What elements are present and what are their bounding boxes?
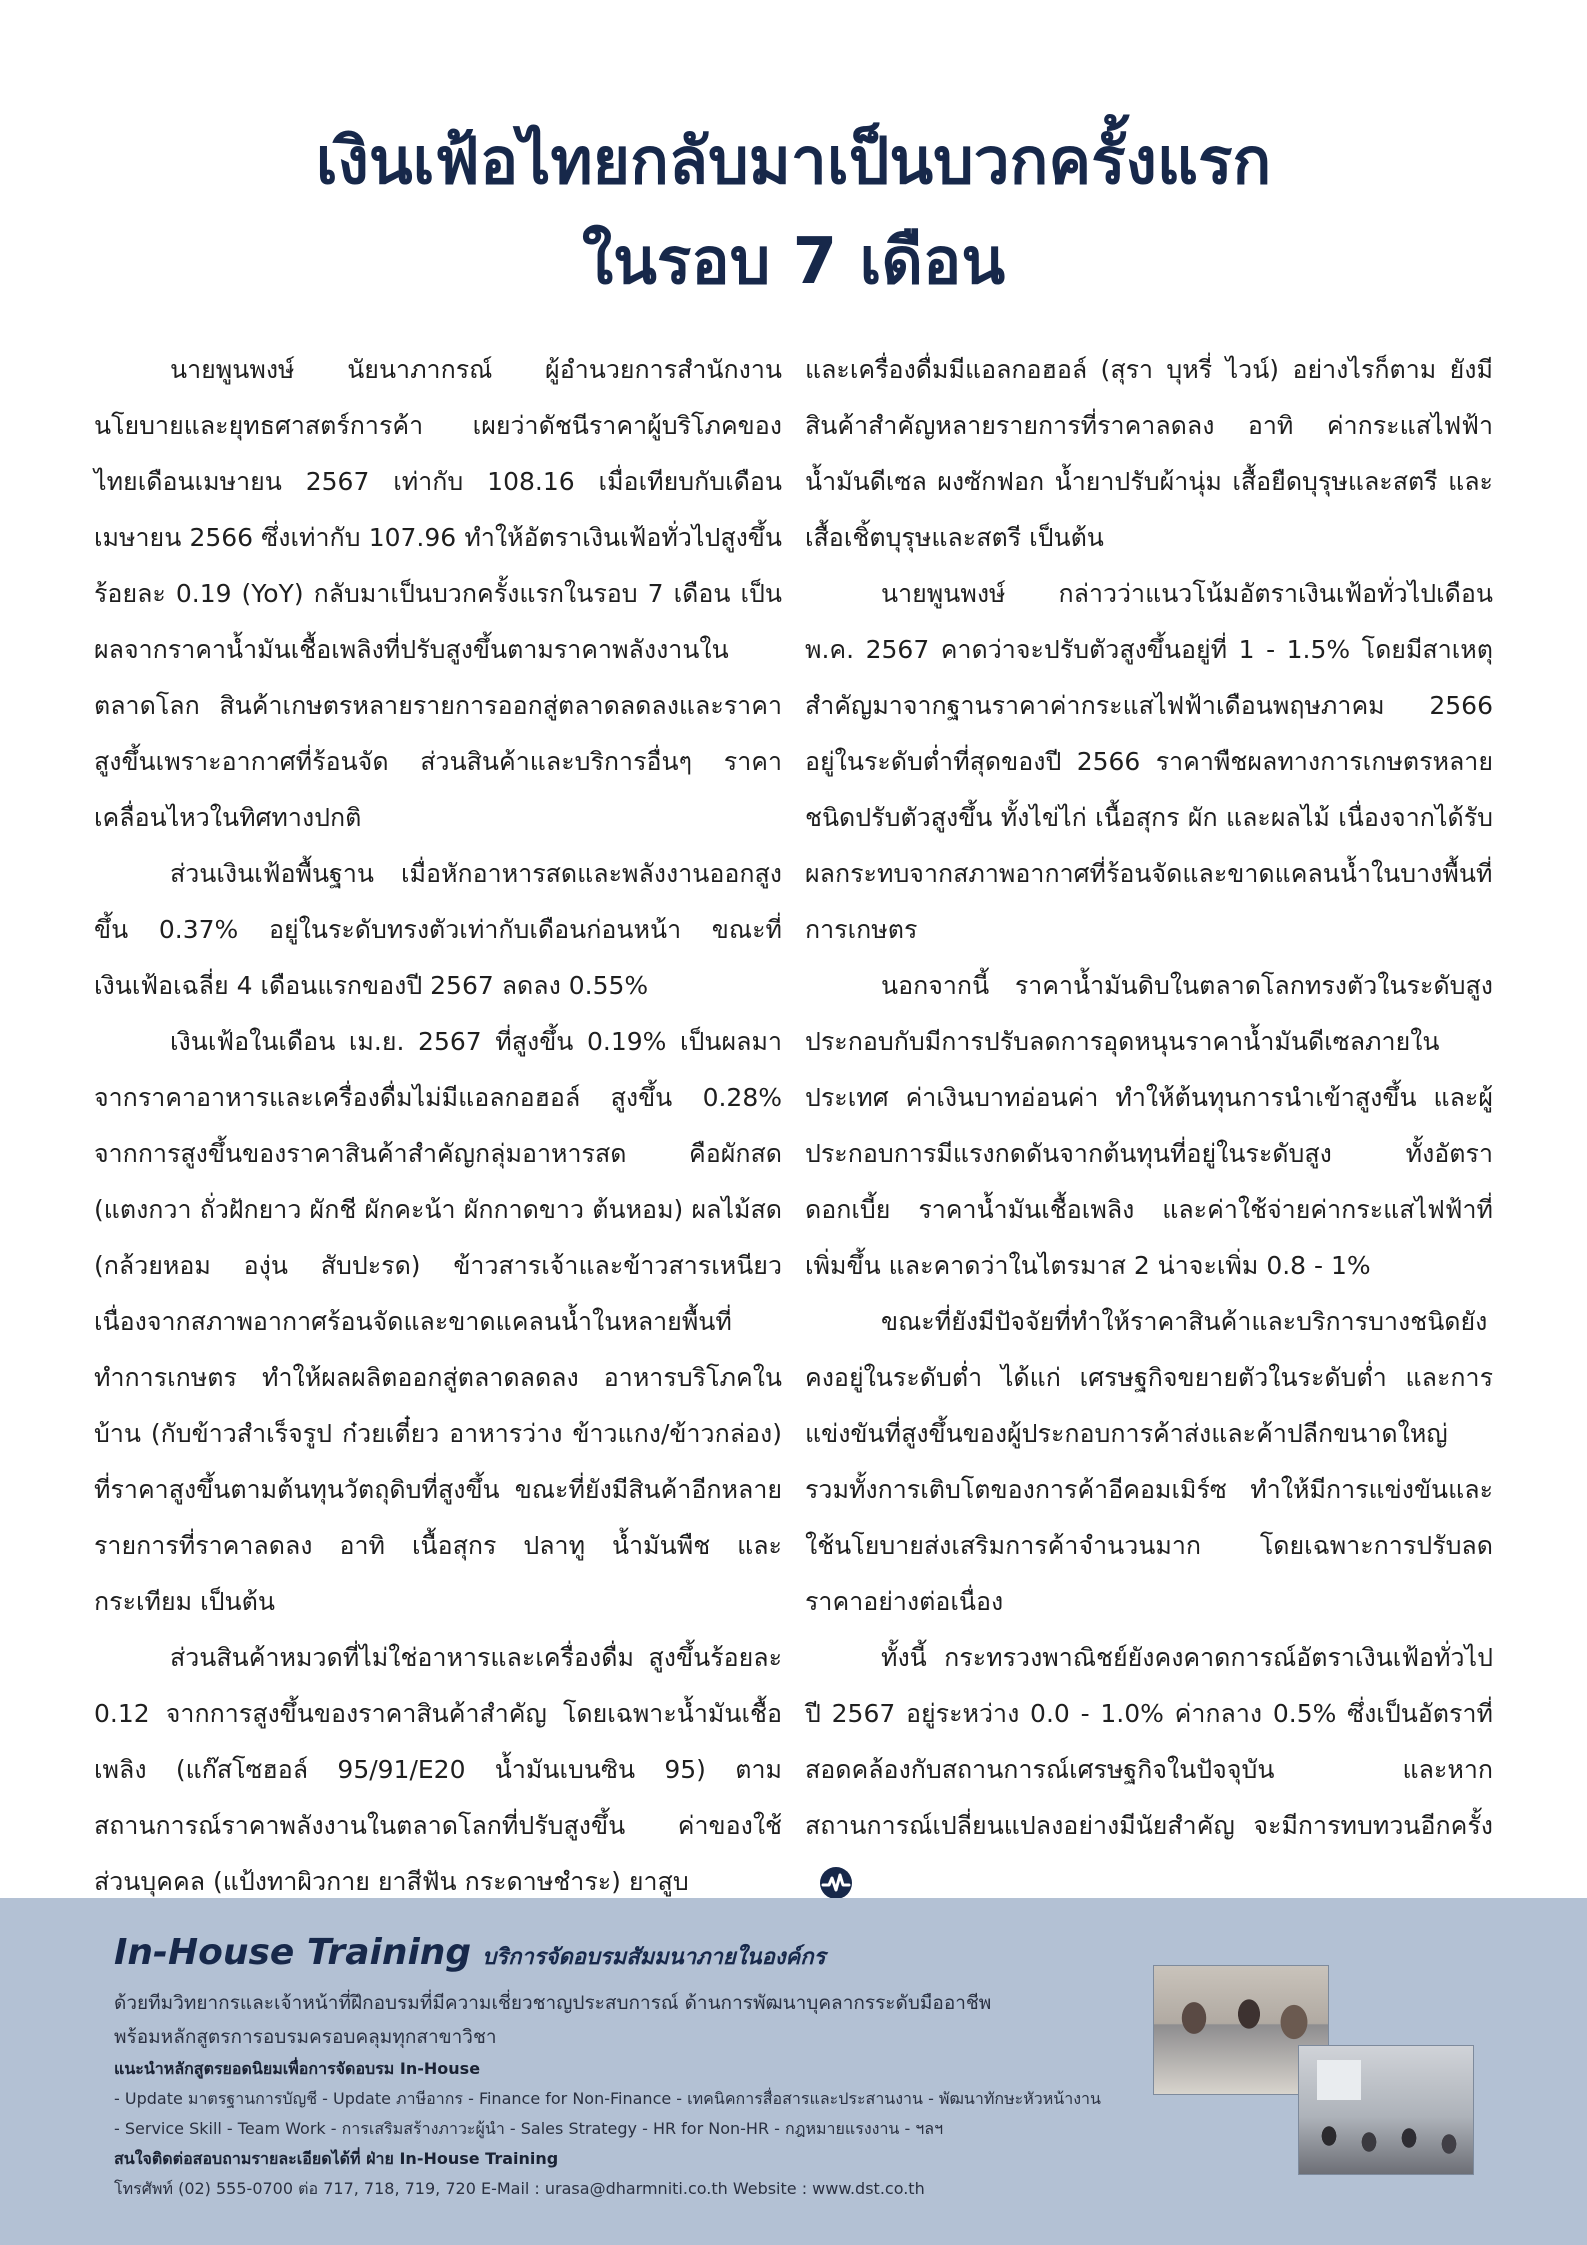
banner-line-2: พร้อมหลักสูตรการอบรมครอบคลุมทุกสาขาวิชา (114, 2026, 497, 2048)
courses-line-2: - Service Skill - Team Work - การเสริมสร้างภาวะผู้นำ - Sales Strategy - HR for Non-HR - กฎหมายแรงงาน - ฯลฯ (114, 2119, 944, 2138)
paragraph: ส่วนสินค้าหมวดที่ไม่ใช่อาหารและเครื่องดื่ม สูงขึ้นร้อยละ 0.12 จากการสูงขึ้นของราคาสินค้าสำคัญ โดยเฉพาะน้ำมันเชื้อเพลิง (แก๊สโซฮอล์ 95/91/E20 น้ำมันเบนซิน 95) ตามสถานการณ์ราคาพลังงานในตลาดโลกที่ปรับสูงขึ้น ค่าของใช้ส่วนบุคคล (แป้งทาผิวกาย ยาสีฟัน กระดาษชำระ) ยาสูบ (94, 1643, 782, 1896)
banner-line-1: ด้วยทีมวิทยากรและเจ้าหน้าที่ฝึกอบรมที่มีความเชี่ยวชาญประสบการณ์ ด้านการพัฒนาบุคลากรระดับมืออาชีพ (114, 1992, 992, 2014)
paragraph: และเครื่องดื่มมีแอลกอฮอล์ (สุรา บุหรี่ ไวน์) อย่างไรก็ตาม ยังมีสินค้าสำคัญหลายรายการที่ราคาลดลง อาทิ ค่ากระแสไฟฟ้า น้ำมันดีเซล ผงซักฟอก น้ำยาปรับผ้านุ่ม เสื้อยืดบุรุษและสตรี และเสื้อเชิ้ตบุรุษและสตรี เป็นต้น (805, 355, 1493, 552)
banner-heading (114, 1932, 825, 1974)
paragraph-text: ทั้งนี้ กระทรวงพาณิชย์ยังคงคาดการณ์อัตราเงินเฟ้อทั่วไปปี 2567 อยู่ระหว่าง 0.0 - 1.0% ค่ากลาง 0.5% ซึ่งเป็นอัตราที่สอดคล้องกับสถานการณ์เศรษฐกิจในปัจจุบัน และหากสถานการณ์เปลี่ยนแปลงอย่างมีนัยสำคัญ จะมีการทบทวนอีกครั้ง (805, 1643, 1493, 1840)
banner-subtitle: บริการจัดอบรมสัมมนาภายในองค์กร (482, 1945, 826, 1970)
banner-body (114, 1986, 1144, 2204)
paragraph: นายพูนพงษ์ กล่าวว่าแนวโน้มอัตราเงินเฟ้อทั่วไปเดือน พ.ค. 2567 คาดว่าจะปรับตัวสูงขึ้นอยู่ที่ 1 - 1.5% โดยมีสาเหตุสำคัญมาจากฐานราคาค่ากระแสไฟฟ้าเดือนพฤษภาคม 2566 อยู่ในระดับต่ำที่สุดของปี 2566 ราคาพืชผลทางการเกษตรหลายชนิดปรับตัวสูงขึ้น ทั้งไข่ไก่ เนื้อสุกร ผัก และผลไม้ เนื่องจากได้รับผลกระทบจากสภาพอากาศที่ร้อนจัดและขาดแคลนน้ำในบางพื้นที่การเกษตร (805, 579, 1493, 944)
paragraph: เงินเฟ้อในเดือน เม.ย. 2567 ที่สูงขึ้น 0.19% เป็นผลมาจากราคาอาหารและเครื่องดื่มไม่มีแอลกอฮอล์ สูงขึ้น 0.28% จากการสูงขึ้นของราคาสินค้าสำคัญกลุ่มอาหารสด คือผักสด (แตงกวา ถั่วฝักยาว ผักชี ผักคะน้า ผักกาดขาว ต้นหอม) ผลไม้สด (กล้วยหอม องุ่น สับปะรด) ข้าวสารเจ้าและข้าวสารเหนียว เนื่องจากสภาพอากาศร้อนจัดและขาดแคลนน้ำในหลายพื้นที่ทำการเกษตร ทำให้ผลผลิตออกสู่ตลาดลดลง อาหารบริโภคในบ้าน (กับข้าวสำเร็จรูป ก๋วยเตี๋ยว อาหารว่าง ข้าวแกง/ข้าวกล่อง) ที่ราคาสูงขึ้นตามต้นทุนวัตถุดิบที่สูงขึ้น ขณะที่ยังมีสินค้าอีกหลายรายการที่ราคาลดลง อาทิ เนื้อสุกร ปลาทู น้ำมันพืช และกระเทียม เป็นต้น (94, 1027, 782, 1616)
courses-heading: แนะนำหลักสูตรยอดนิยมเพื่อการจัดอบรม In-House (114, 2059, 481, 2078)
contact-heading: สนใจติดต่อสอบถามรายละเอียดได้ที่ ฝ่าย In-House Training (114, 2149, 559, 2168)
paragraph: ส่วนเงินเฟ้อพื้นฐาน เมื่อหักอาหารสดและพลังงานออกสูงขึ้น 0.37% อยู่ในระดับทรงตัวเท่ากับเดือนก่อนหน้า ขณะที่เงินเฟ้อเฉลี่ย 4 เดือนแรกของปี 2567 ลดลง 0.55% (94, 859, 782, 1000)
training-photo-2 (1298, 2045, 1474, 2175)
paragraph: นายพูนพงษ์ นัยนาภากรณ์ ผู้อำนวยการสำนักงานนโยบายและยุทธศาสตร์การค้า เผยว่าดัชนีราคาผู้บริโภคของไทยเดือนเมษายน 2567 เท่ากับ 108.16 เมื่อเทียบกับเดือนเมษายน 2566 ซึ่งเท่ากับ 107.96 ทำให้อัตราเงินเฟ้อทั่วไปสูงขึ้นร้อยละ 0.19 (YoY) กลับมาเป็นบวกครั้งแรกในรอบ 7 เดือน เป็นผลจากราคาน้ำมันเชื้อเพลิงที่ปรับสูงขึ้นตามราคาพลังงานในตลาดโลก สินค้าเกษตรหลายรายการออกสู่ตลาดลดลงและราคาสูงขึ้นเพราะอากาศที่ร้อนจัด ส่วนสินค้าและบริการอื่นๆ ราคาเคลื่อนไหวในทิศทางปกติ (94, 355, 782, 832)
end-of-article-logo-icon (819, 1866, 853, 1900)
title-line-2: ในรอบ 7 เดือน (581, 225, 1006, 299)
page-title (0, 112, 1587, 312)
banner-brand: In-House Training (114, 1932, 472, 1973)
contact-info: โทรศัพท์ (02) 555-0700 ต่อ 717, 718, 719, 720 E-Mail : urasa@dharmniti.co.th Website : www.dst.co.th (114, 2179, 925, 2198)
paragraph-last (805, 1630, 1493, 1910)
article-column-right (805, 342, 1493, 1910)
title-line-1: เงินเฟ้อไทยกลับมาเป็นบวกครั้งแรก (315, 125, 1272, 199)
paragraph: ขณะที่ยังมีปัจจัยที่ทำให้ราคาสินค้าและบริการบางชนิดยังคงอยู่ในระดับต่ำ ได้แก่ เศรษฐกิจขยายตัวในระดับต่ำ และการแข่งขันที่สูงขึ้นของผู้ประกอบการค้าส่งและค้าปลีกขนาดใหญ่ รวมทั้งการเติบโตของการค้าอีคอมเมิร์ซ ทำให้มีการแข่งขันและใช้นโยบายส่งเสริมการค้าจำนวนมาก โดยเฉพาะการปรับลดราคาอย่างต่อเนื่อง (805, 1307, 1493, 1616)
courses-line-1: - Update มาตรฐานการบัญชี - Update ภาษีอากร - Finance for Non-Finance - เทคนิคการสื่อสารและประสานงาน - พัฒนาทักษะหัวหน้างาน (114, 2089, 1101, 2108)
article-column-left (94, 342, 782, 1910)
paragraph: นอกจากนี้ ราคาน้ำมันดิบในตลาดโลกทรงตัวในระดับสูง ประกอบกับมีการปรับลดการอุดหนุนราคาน้ำมันดีเซลภายในประเทศ ค่าเงินบาทอ่อนค่า ทำให้ต้นทุนการนำเข้าสูงขึ้น และผู้ประกอบการมีแรงกดดันจากต้นทุนที่อยู่ในระดับสูง ทั้งอัตราดอกเบี้ย ราคาน้ำมันเชื้อเพลิง และค่าใช้จ่ายค่ากระแสไฟฟ้าที่เพิ่มขึ้น และคาดว่าในไตรมาส 2 น่าจะเพิ่ม 0.8 - 1% (805, 971, 1493, 1280)
